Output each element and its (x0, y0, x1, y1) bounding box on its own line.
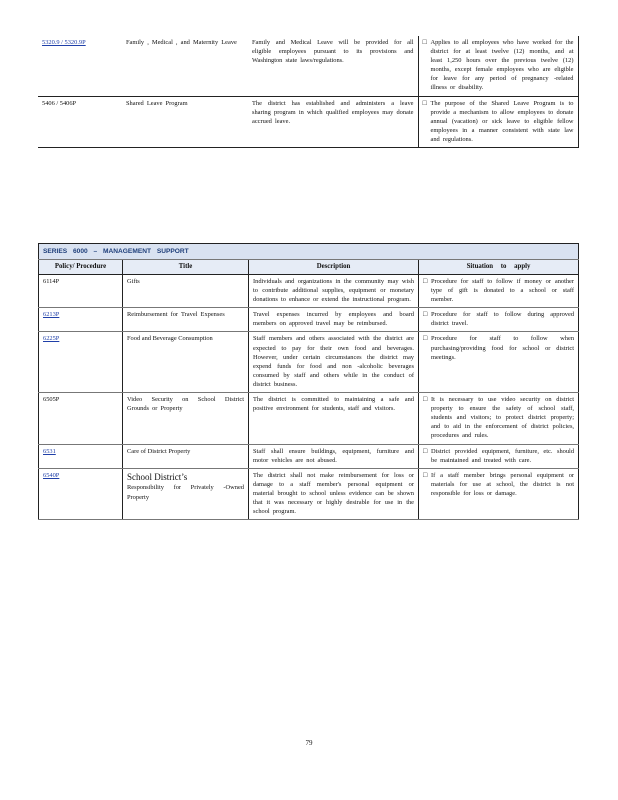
title-cell: Care of District Property (123, 444, 249, 468)
description-cell: The district shall not make reimbursement for loss or damage to a staff member's personal equipment or material brought to school unless evidence can be shown that it was necessary or highly desirable for use in the school program. (249, 468, 419, 519)
title-cell: Food and Beverage Consumption (123, 332, 249, 393)
checkbox-bullet-icon: □ (423, 310, 428, 319)
description-cell: Staff members and others associated with the district are expected to pay for their own food and beverages. However, under certain circumstances the district may expend funds for food and non -alcoholic beverages consumed by staff and others while in the conduct of district business. (249, 332, 419, 393)
title-cell: Video Security on School District Grounds or Property (123, 393, 249, 444)
series-label: SERIES 6000 – MANAGEMENT SUPPORT (39, 244, 579, 260)
policy-cell (39, 332, 123, 393)
table-row (39, 444, 579, 468)
title-lead: School District’s (127, 471, 188, 482)
header-policy: Policy/ Procedure (39, 260, 123, 275)
policy-table-continued (38, 36, 579, 148)
title-cell: Family , Medical , and Maternity Leave (122, 36, 248, 96)
policy-link[interactable]: 6225P (43, 335, 60, 343)
header-title: Title (123, 260, 249, 275)
description-cell: Travel expenses incurred by employees and board members on approved travel may be reimbursed. (249, 308, 419, 332)
header-situation: Situation to apply (419, 260, 579, 275)
policy-link[interactable]: 6213P (43, 311, 60, 319)
checkbox-bullet-icon: □ (423, 395, 428, 404)
series-header (39, 244, 579, 260)
checkbox-bullet-icon: □ (423, 470, 428, 479)
description-cell: Individuals and organizations in the community may wish to contribute additional supplies, equipment or monetary donations to enhance or extend the instructional program. (249, 275, 419, 308)
title-cell (123, 468, 249, 519)
policy-cell (39, 468, 123, 519)
situation-cell: □ Applies to all employees who have worked for the district for at least twelve (12) months, and at least 1,250 hours over the previous twelve (12) months, except female employees who are eligible for leave for any period of pregnancy -related illness or disability. (418, 36, 578, 96)
description-cell: The district is committed to maintaining a safe and positive environment for students, staff and visitors. (249, 393, 419, 444)
situation-cell: □ Procedure for staff to follow during approved district travel. (419, 308, 579, 332)
policy-number: 6114P (43, 278, 60, 285)
title-rest: Responsibility for Privately -Owned Property (127, 484, 244, 501)
checkbox-bullet-icon: □ (423, 277, 428, 285)
situation-cell: □ District provided equipment, furniture, etc. should be maintained and treated with care. (419, 444, 579, 468)
table-row (38, 96, 578, 147)
checkbox-bullet-icon: □ (422, 98, 427, 107)
table-row (39, 393, 579, 444)
policy-number: 5406 / 5406P (42, 99, 77, 107)
policy-link[interactable]: 6531 (43, 447, 56, 455)
policy-cell (39, 444, 123, 468)
title-cell: Shared Leave Program (122, 96, 248, 147)
situation-cell: □ It is necessary to use video security on district property to ensure the safety of school staff, students and visitors; to protect district property; and to aid in the enforcement of district policies, procedures and rules. (419, 393, 579, 444)
situation-cell: □ Procedure for staff to follow when purchasing/providing food for school or district meetings. (419, 332, 579, 393)
description-cell: Family and Medical Leave will be provided for all eligible employees pursuant to its provisions and Washington state laws/regulations. (248, 36, 418, 96)
management-support-table (38, 243, 579, 520)
policy-link[interactable]: 6540P (43, 471, 60, 479)
policy-link[interactable]: 5320.9 / 5320.9P (42, 39, 86, 46)
policy-cell (39, 393, 123, 444)
table-row (39, 308, 579, 332)
table-row (39, 275, 579, 308)
policy-number: 6505P (43, 396, 60, 404)
header-description: Description (249, 260, 419, 275)
policy-cell (39, 308, 123, 332)
checkbox-bullet-icon: □ (422, 38, 427, 46)
title-cell: Gifts (123, 275, 249, 308)
page-number: 79 (305, 739, 313, 747)
checkbox-bullet-icon: □ (423, 446, 428, 455)
checkbox-bullet-icon: □ (423, 334, 428, 343)
table-row (39, 332, 579, 393)
policy-cell (39, 275, 123, 308)
table-row (39, 468, 579, 519)
description-cell: The district has established and administers a leave sharing program in which qualified employees may donate accrued leave. (248, 96, 418, 147)
title-cell: Reimbursement for Travel Expenses (123, 308, 249, 332)
situation-cell: □ Procedure for staff to follow if money or another type of gift is donated to a school or staff member. (419, 275, 579, 308)
description-cell: Staff shall ensure buildings, equipment, furniture and motor vehicles are not abused. (249, 444, 419, 468)
policy-cell (38, 36, 122, 96)
policy-cell (38, 96, 122, 147)
situation-cell: □ The purpose of the Shared Leave Program is to provide a mechanism to allow employees to donate annual (vacation) or sick leave to eligible fellow employees in a manner consistent with state law and regulations. (418, 96, 578, 147)
situation-cell: □ If a staff member brings personal equipment or materials for use at school, the district is not responsible for loss or damage. (419, 468, 579, 519)
column-header-row (39, 260, 579, 275)
table-row (38, 36, 578, 96)
